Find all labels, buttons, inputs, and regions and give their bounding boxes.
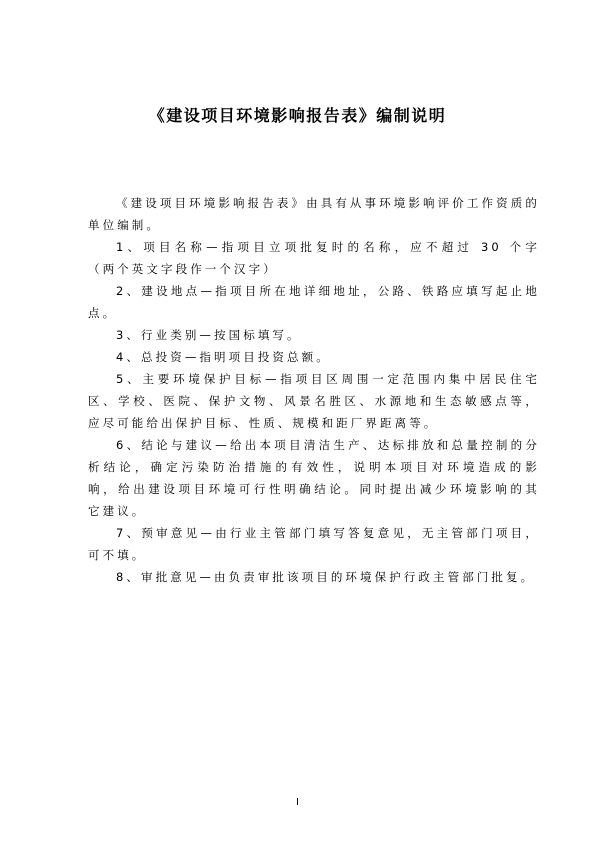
paragraph-conclusions: 6、结论与建议—给出本项目清洁生产、达标排放和总量控制的分析结论，确定污染防治措施的有效性，说明本项目对环境造成的影响，给出建设项目环境可行性明确结论。同时提出减少环境影响的其它建议。 <box>88 438 540 518</box>
paragraph-approval: 8、审批意见—由负责审批该项目的环境保护行政主管部门批复。 <box>116 570 536 584</box>
paragraph-intro: 《建设项目环境影响报告表》由具有从事环境影响评价工作资质的单位编制。 <box>88 196 540 232</box>
paragraph-protection-targets: 5、主要环境保护目标—指项目区周围一定范围内集中居民住宅区、学校、医院、保护文物、风景名胜区、水源地和生态敏感点等，应尽可能给出保护目标、性质、规模和距厂界距离等。 <box>88 372 540 430</box>
paragraph-project-name: 1、项目名称—指项目立项批复时的名称，应不超过 30 个字（两个英文字段作一个汉字） <box>88 240 540 276</box>
paragraph-construction-site: 2、建设地点—指项目所在地详细地址，公路、铁路应填写起止地点。 <box>88 284 540 320</box>
page-number: I <box>296 797 299 808</box>
document-body <box>88 192 540 588</box>
paragraph-industry-category: 3、行业类别—按国标填写。 <box>116 328 302 342</box>
document-title: 《建设项目环境影响报告表》编制说明 <box>148 106 447 125</box>
paragraph-pre-review: 7、预审意见—由行业主管部门填写答复意见，无主管部门项目，可不填。 <box>88 526 540 562</box>
paragraph-total-investment: 4、总投资—指明项目投资总额。 <box>116 350 331 364</box>
